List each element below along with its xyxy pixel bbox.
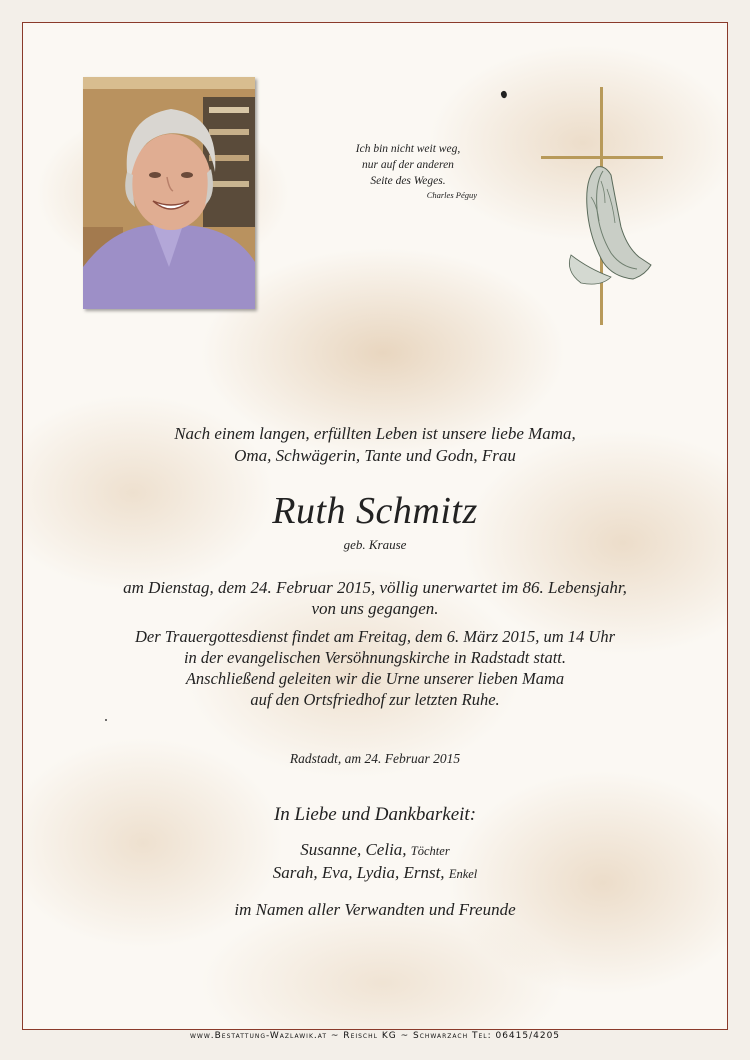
obituary-sheet: [22, 22, 728, 1030]
family-list: [23, 839, 727, 885]
quote-line: nur auf der anderen: [362, 159, 454, 171]
thanks-heading: In Liebe und Dankbarkeit:: [273, 804, 477, 825]
intro-line: Oma, Schwägerin, Tante und Godn, Frau: [234, 446, 516, 465]
ink-dot: [500, 90, 509, 99]
family-row: [23, 862, 727, 885]
speck: [105, 719, 107, 721]
service-line: Der Trauergottesdienst findet am Freitag, dem 6. März 2015, um 14 Uhr: [134, 627, 615, 646]
deceased-name: Ruth Schmitz: [272, 490, 478, 532]
funeral-home-footer: www.Bestattung-Wazlawik.at ~ Reischl KG ~ Schwarzach Tel: 06415/4205: [189, 1031, 561, 1041]
death-notice-line: am Dienstag, dem 24. Februar 2015, völlig unerwartet im 86. Lebensjahr,: [123, 578, 627, 597]
quote-author: Charles Péguy: [426, 190, 477, 200]
intro-text: [23, 423, 727, 467]
family-row: [23, 839, 727, 862]
service-line: Anschließend geleiten wir die Urne unserer lieben Mama: [185, 669, 565, 688]
death-notice: [23, 577, 727, 619]
quote-line: Seite des Weges.: [370, 175, 446, 187]
death-notice-line: von uns gegangen.: [311, 599, 439, 618]
closing-line: im Namen aller Verwandten und Freunde: [234, 900, 516, 919]
family-names: Sarah, Eva, Lydia, Ernst,: [272, 863, 445, 882]
cross-praying-hands-icon: [541, 87, 665, 327]
family-relation: Enkel: [448, 867, 478, 881]
portrait-photo: [83, 77, 255, 309]
family-names: Susanne, Celia,: [300, 840, 407, 859]
place-date: Radstadt, am 24. Februar 2015: [289, 751, 461, 766]
family-relation: Töchter: [410, 844, 450, 858]
birth-name: geb. Krause: [343, 537, 407, 552]
service-line: auf den Ortsfriedhof zur letzten Ruhe.: [250, 690, 500, 709]
memorial-quote: [323, 141, 493, 201]
service-line: in der evangelischen Versöhnungskirche in Radstadt statt.: [183, 648, 567, 667]
quote-line: Ich bin nicht weit weg,: [355, 143, 461, 155]
intro-line: Nach einem langen, erfüllten Leben ist unsere liebe Mama,: [174, 424, 576, 443]
service-info: [23, 626, 727, 710]
